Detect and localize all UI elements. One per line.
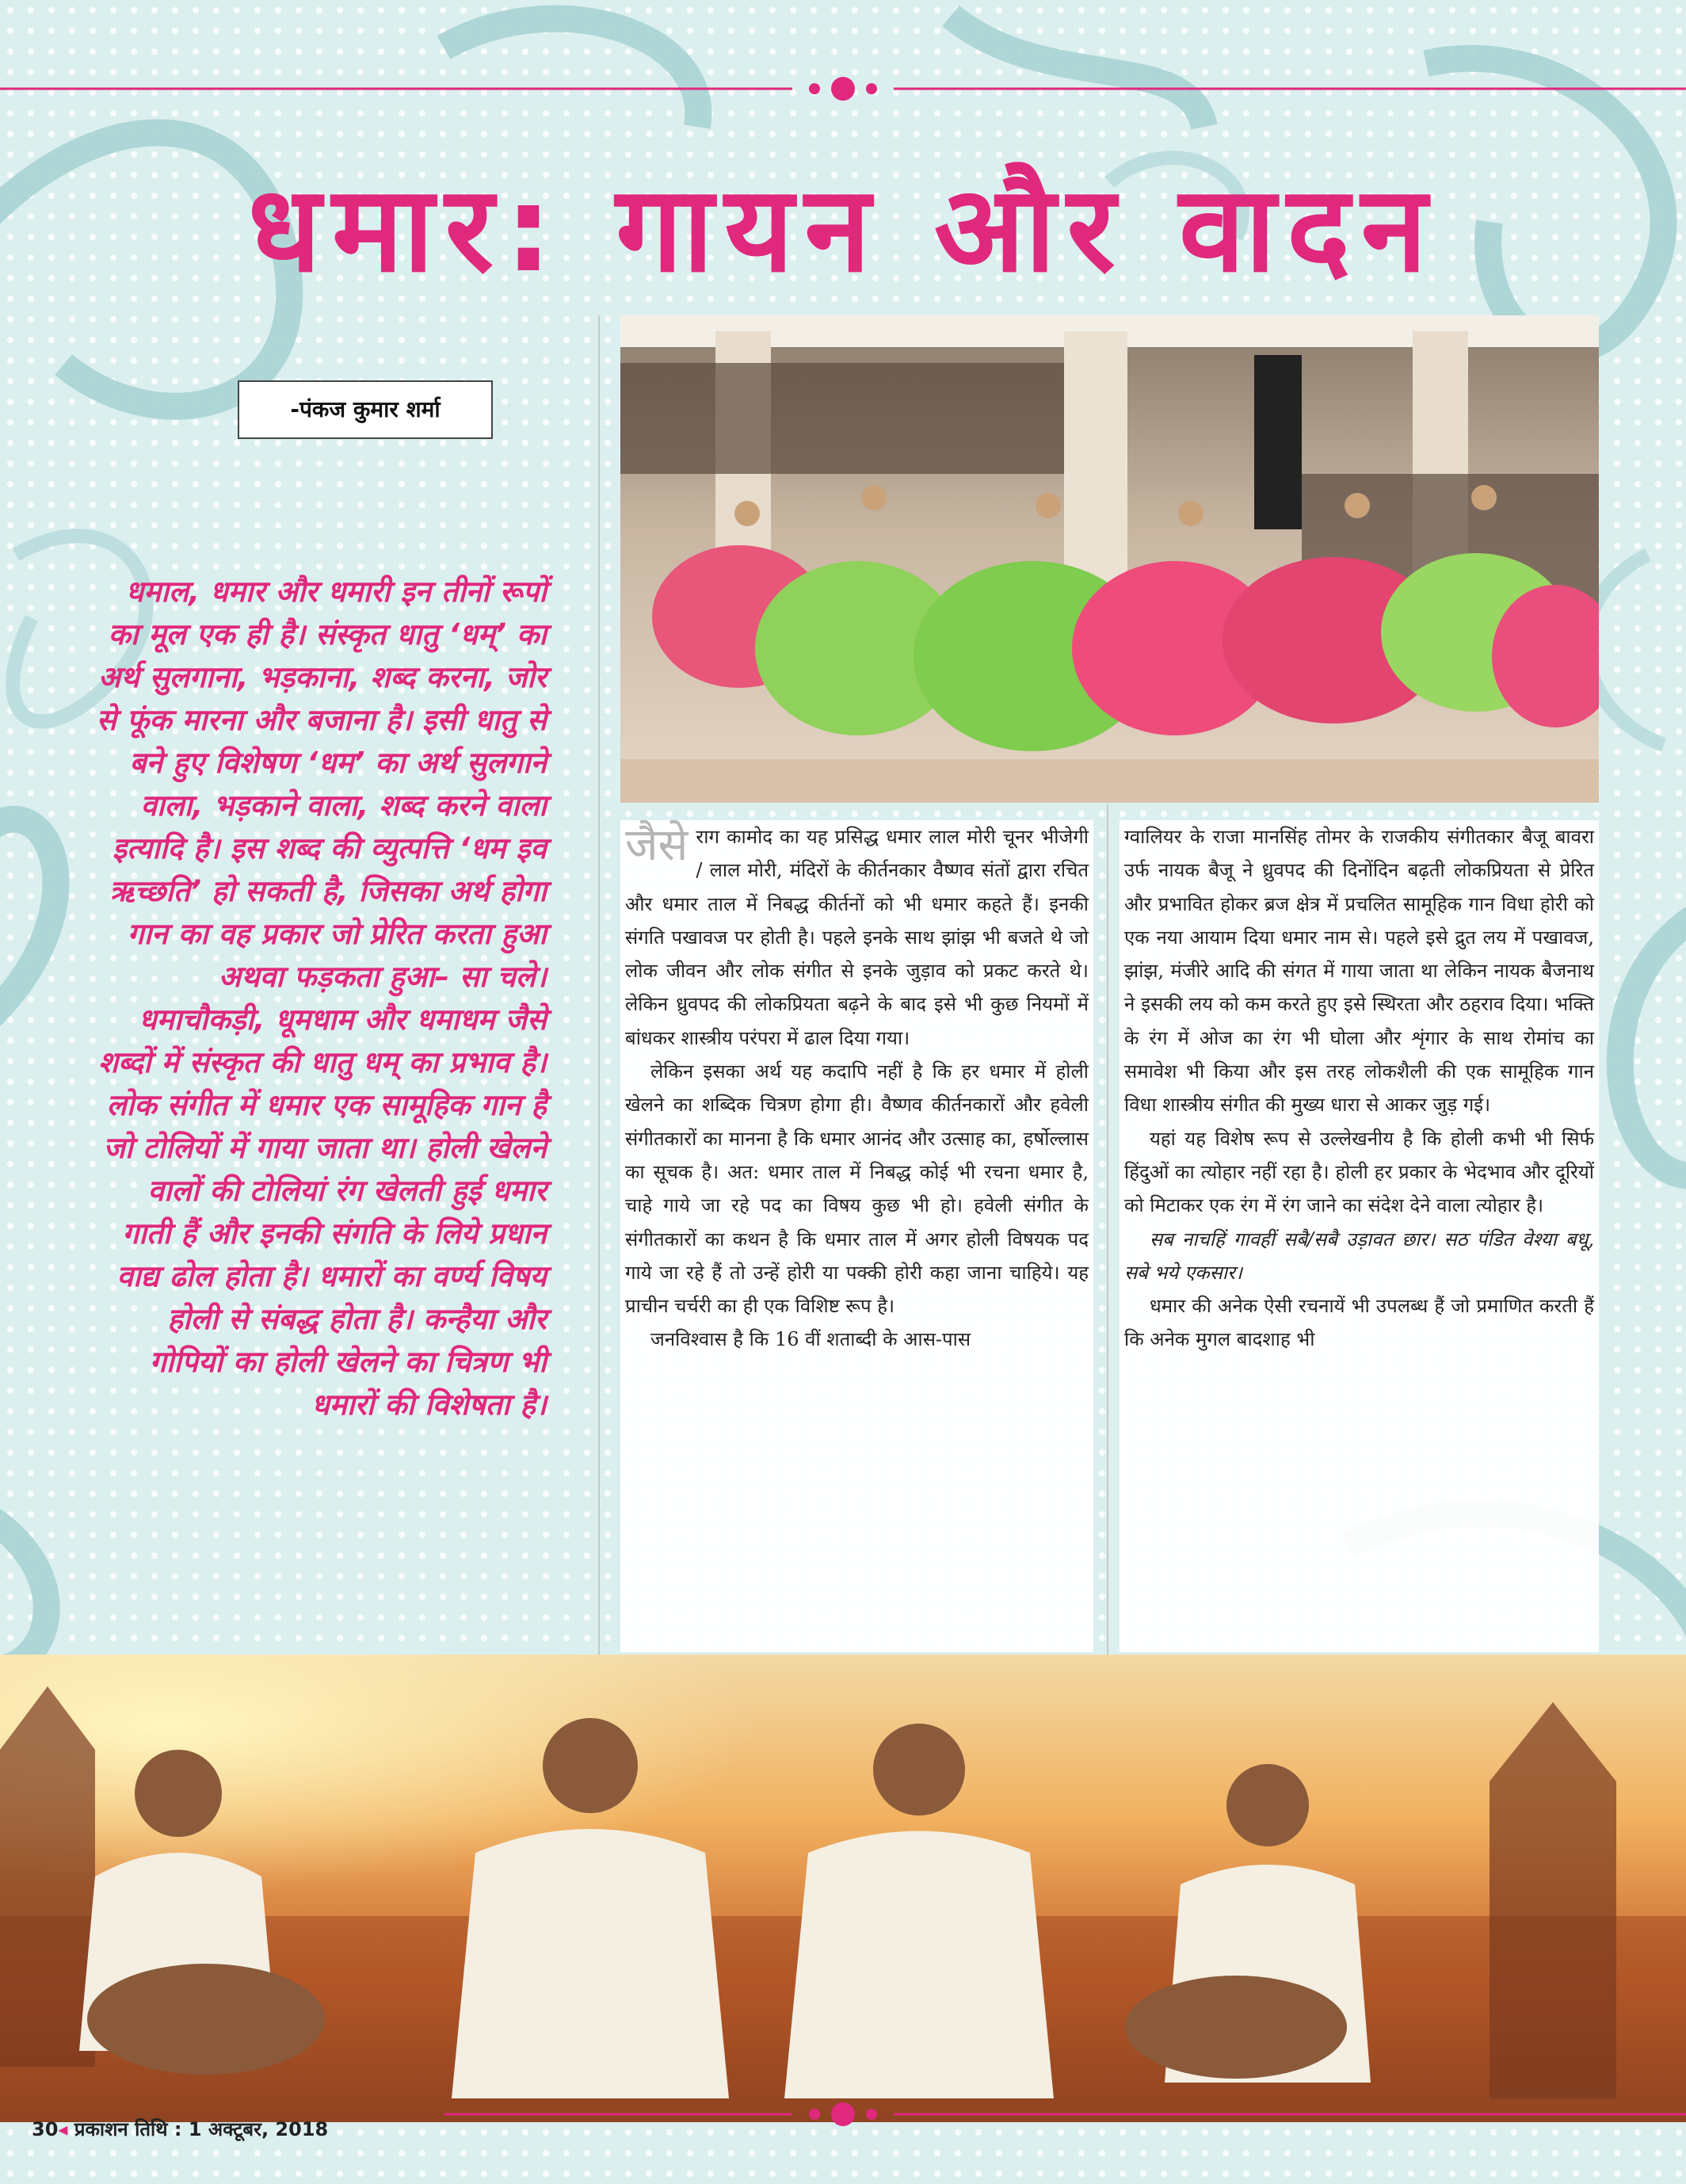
musicians-banner-image: [0, 1655, 1686, 2122]
body-text: राग कामोद का यह प्रसिद्ध धमार लाल मोरी चूनर भीजेगी / लाल मोरी, मंदिरों के कीर्तनकार वैष्णव संतों द्वारा रचित और धमार ताल में निबद्ध कीर्तनों को भी धमार कहते हैं। इनकी संगति पखावज पर होती है। पहले इनके साथ झांझ भी बजते थे जो लोक जीवन और लोक संगीत से इनके जुड़ाव को प्रकट करते थे। लेकिन ध्रुवपद की लोकप्रियता बढ़ने के बाद इसे भी कुछ नियमों में बांधकर शास्त्रीय परंपरा में ढाल दिया गया।: [625, 826, 1089, 1049]
column-divider: [598, 315, 600, 1663]
body-paragraph: ग्वालियर के राजा मानसिंह तोमर के राजकीय संगीतकार बैजू बावरा उर्फ नायक बैजू ने ध्रुवपद की दिनोंदिन बढ़ती लोकप्रियता से प्रेरित और प्रभावित होकर ब्रज क्षेत्र में प्रचलित सामूहिक गान विधा होरी को एक नया आयाम दिया धमार नाम से। पहले इसे द्रुत लय में पखावज, झांझ, मंजीरे आदि की संगत में गाया जाता था लेकिन नायक बैजनाथ ने इसकी लय को कम करते हुए इसे स्थिरता और ठहराव दिया। भक्ति के रंग में ओज का रंग भी घोला और शृंगार के साथ रोमांच का समावेश भी किया और इस तरह लोकशैली की एक सामूहिक गान विधा शास्त्रीय संगीत की मुख्य धारा से आकर जुड़ गई।: [1124, 826, 1594, 1117]
body-column-2: [1120, 820, 1599, 1652]
body-paragraph: धमार की अनेक ऐसी रचनायें भी उपलब्ध हैं जो प्रमाणित करती हैं कि अनेक मुगल बादशाह भी: [1124, 1295, 1594, 1351]
body-paragraph: यहां यह विशेष रूप से उल्लेखनीय है कि होली कभी भी सिर्फ हिंदुओं का त्योहार नहीं रहा है। होली हर प्रकार के भेदभाव और दूरियों को मिटाकर एक रंग में रंग जाने का संदेश देने वाला त्योहार है।: [1124, 1127, 1594, 1217]
author-byline: -पंकज कुमार शर्मा: [238, 380, 493, 439]
body-paragraph: जनविश्वास है कि 16 वीं शताब्दी के आस-पास: [650, 1328, 971, 1351]
top-ornament: [0, 73, 1686, 105]
page-footer: [32, 2110, 328, 2149]
body-column-1: [620, 820, 1093, 1652]
intro-text: धमाल, धमार और धमारी इन तीनों रूपों का मूल एक ही है। संस्कृत धातु ‘धम्’ का अर्थ सुलगाना, भड़काना, शब्द करना, जोर से फूंक मारना और बजाना है। इसी धातु से बने हुए विशेषण ‘धम’ का अर्थ सुलगाने वाला, भड़काने वाला, शब्द करने वाला इत्यादि है। इस शब्द की व्युत्पत्ति ‘धम इव ऋच्छति’ हो सकती है, जिसका अर्थ होगा गान का वह प्रकार जो प्रेरित करता हुआ अथवा फड़कता हुआ– सा चले। धमाचौकड़ी, धूमधाम और धमाधम जैसे शब्दों में संस्कृत की धातु धम् का प्रभाव है। लोक संगीत में धमार एक सामूहिक गान है जो टोलियों में गाया जाता था। होली खेलने वालों की टोलियां रंग खेलती हुई धमार गाती हैं और इनकी संगति के लिये प्रधान वाद्य ढोल होता है। धमारों का वर्ण्य विषय होली से संबद्ध होता है। कन्हैया और गोपियों का होली खेलने का चित्रण भी धमारों की विशेषता है।: [96, 575, 547, 1422]
page-number: 30: [32, 2118, 59, 2140]
body-paragraph: [625, 820, 1089, 1055]
dance-performance-photo: [620, 315, 1599, 803]
arrow-icon: ◂: [58, 2118, 68, 2140]
article-title: धमार: गायन और वादन: [247, 161, 1439, 299]
verse-quote: सब नाचहिं गावहीं सबै/सबै उड़ावत छार। सठ पंडित वेश्या बधू, सबे भये एकसार।: [1124, 1228, 1594, 1284]
intro-paragraph: [95, 571, 547, 1426]
drop-cap: जैसे: [625, 819, 689, 871]
publication-date: प्रकाशन तिथि : 1 अक्टूबर, 2018: [74, 2118, 329, 2140]
column-divider: [1107, 804, 1108, 1660]
body-paragraph: लेकिन इसका अर्थ यह कदापि नहीं है कि हर धमार में होली खेलने का शब्दिक चित्रण होगा ही। वैष्णव कीर्तनकारों और हवेली संगीतकारों का मानना है कि धमार आनंद और उत्साह का, हर्षोल्लास का सूचक है। अत: धमार ताल में निबद्ध कोई भी रचना धमार है, चाहे गाये जा रहे पद का विषय कुछ भी हो। हवेली संगीत के संगीतकारों का कथन है कि धमार ताल में अगर होली विषयक पद गाये जा रहे हैं तो उन्हें होरी या पक्की होरी कहा जाना चाहिये। यह प्राचीन चर्चरी का ही एक विशिष्ट रूप है।: [625, 1060, 1089, 1318]
